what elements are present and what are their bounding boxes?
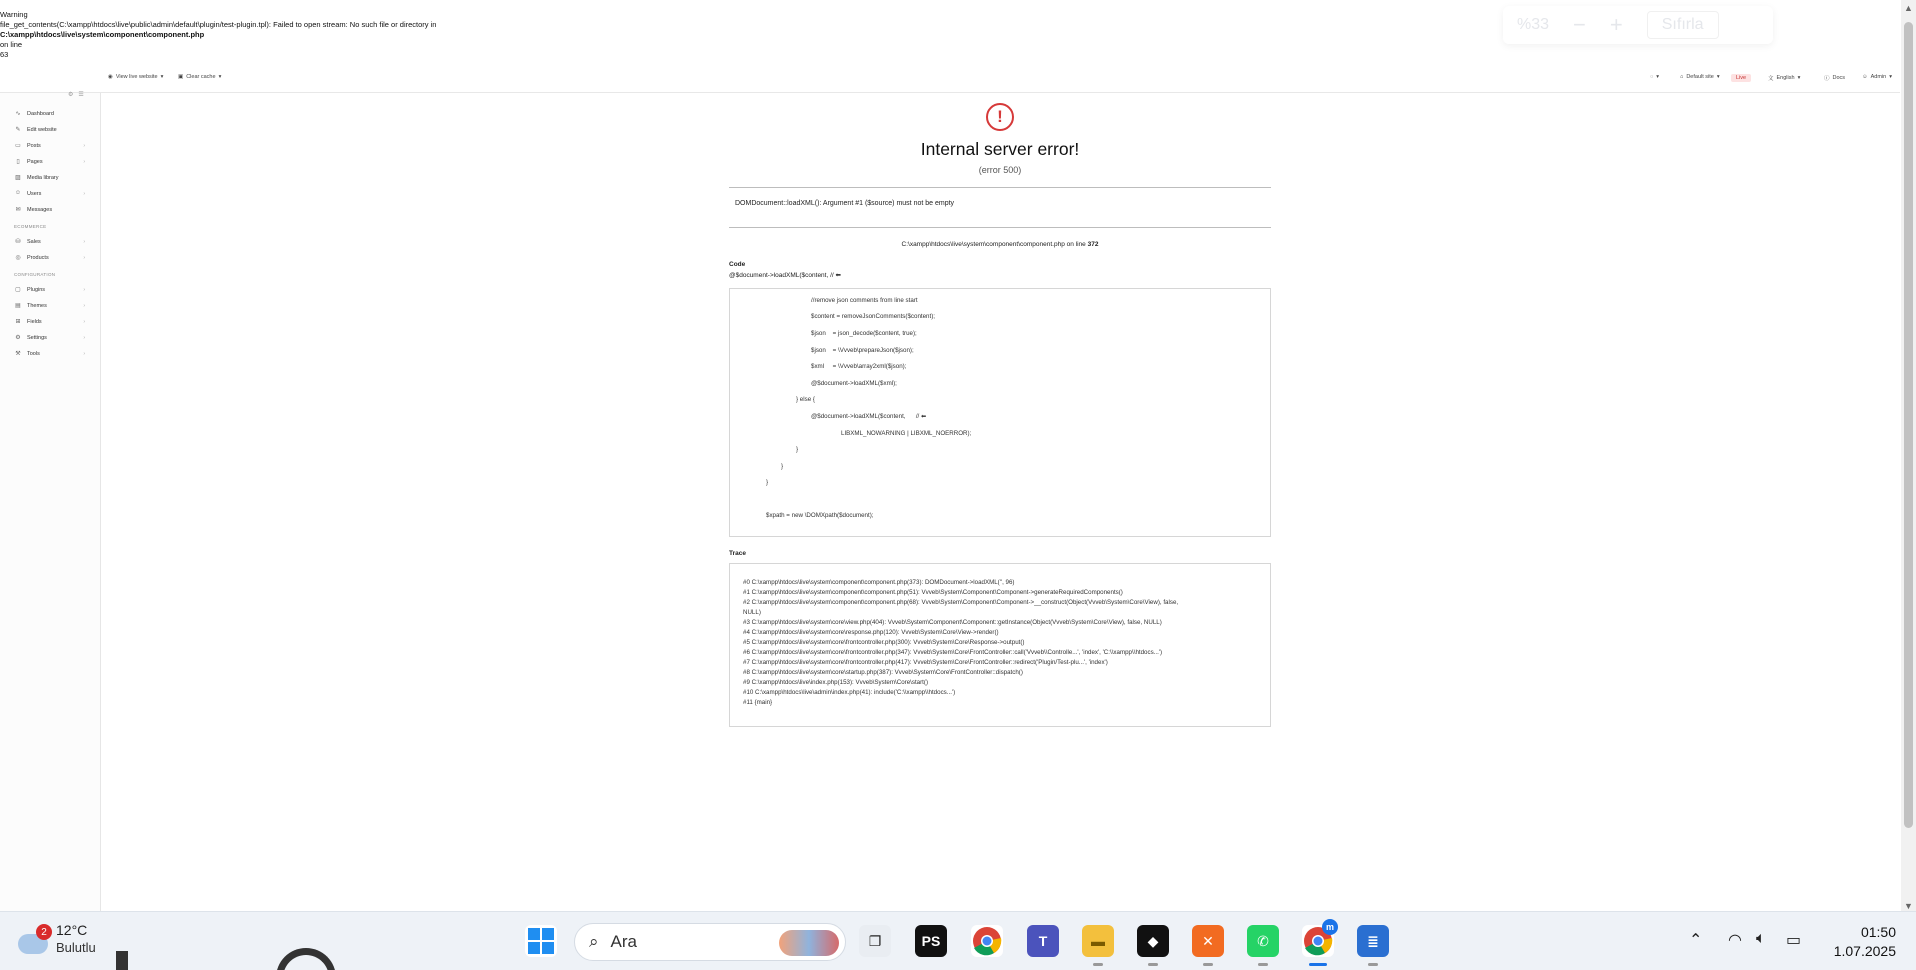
sidebar-item-label: Messages — [27, 207, 53, 213]
folder-icon: ▬ — [1091, 933, 1105, 949]
sales-icon: ⛁ — [15, 239, 21, 245]
code-snippet-line: //remove json comments from line start — [811, 297, 918, 304]
notepad-icon: ≣ — [1367, 932, 1379, 949]
phpstorm-icon: PS — [921, 933, 941, 949]
code-snippet-line: $xml = \Vvveb\array2xml($json); — [811, 363, 907, 370]
view-site-label: View live website — [115, 74, 158, 80]
task-view-icon: ❐ — [868, 932, 882, 949]
chevron-right-icon: › — [83, 191, 85, 197]
help-icon: ⓘ — [1824, 76, 1830, 82]
sidebar-controls — [68, 91, 89, 98]
messages-icon: ✉ — [15, 207, 21, 213]
chevron-down-icon: ▾ — [160, 74, 164, 80]
sidebar-item-sales[interactable] — [14, 238, 94, 246]
chevron-down-icon: ▾ — [1797, 75, 1801, 81]
chevron-down-icon: ▾ — [218, 74, 222, 80]
user-menu[interactable] — [1862, 74, 1892, 80]
pages-icon: ▯ — [16, 159, 20, 165]
search-placeholder: Ara — [610, 932, 637, 951]
trace-line: #11 {main} — [743, 699, 773, 706]
taskbar-app-terminal[interactable] — [1137, 925, 1169, 957]
chrome-icon — [972, 926, 1002, 956]
battery-icon[interactable]: ▭ — [1786, 932, 1802, 949]
trash-icon: ▣ — [178, 74, 184, 80]
app-icon: ◆ — [1147, 932, 1159, 949]
chevron-down-icon: ▾ — [1716, 74, 1720, 80]
warning-on-line: on line — [0, 40, 23, 49]
zoom-in-button[interactable]: + — [1609, 12, 1623, 37]
trace-line: #1 C:\xampp\htdocs\live\system\component\component.php(51): Vvveb\System\Component\Component->generateRequiredComponents() — [743, 589, 1123, 596]
error-panel — [729, 103, 1271, 727]
status-select[interactable] — [1731, 74, 1751, 82]
sidebar-item-label: Fields — [27, 319, 42, 325]
sidebar-item-label: Users — [27, 191, 42, 197]
sidebar-item-plugins[interactable] — [14, 286, 94, 294]
sidebar-item-edit-website[interactable] — [14, 126, 94, 134]
posts-icon: ▭ — [15, 143, 21, 149]
weather-widget[interactable] — [18, 922, 96, 955]
scrollbar-thumb[interactable] — [1904, 22, 1913, 828]
sidebar-item-label: Media library — [27, 175, 59, 181]
chevron-right-icon: › — [83, 239, 85, 245]
chevron-right-icon: › — [83, 159, 85, 165]
zoom-popup — [1503, 6, 1773, 44]
language-label: English — [1776, 75, 1795, 81]
error-code: (error 500) — [978, 165, 1022, 175]
menu-icon[interactable]: ☰ — [78, 92, 89, 98]
site-select[interactable] — [1680, 74, 1720, 80]
sidebar-item-label: Themes — [27, 303, 47, 309]
code-snippet — [729, 288, 1271, 537]
sidebar-item-fields[interactable] — [14, 318, 94, 326]
zoom-reset-button[interactable]: Sıfırla — [1647, 11, 1719, 39]
fields-icon: ⊞ — [15, 319, 21, 325]
show-hidden-icons-button[interactable] — [1689, 930, 1702, 950]
code-snippet-line: $json = \Vvveb\prepareJson($json); — [811, 347, 914, 354]
code-snippet-line: $json = json_decode($content, true); — [811, 330, 917, 337]
xampp-icon: ✕ — [1202, 932, 1214, 949]
chevron-right-icon: › — [83, 319, 85, 325]
task-view-button[interactable] — [859, 925, 891, 957]
code-snippet-line: } else { — [796, 396, 815, 403]
running-indicator — [1203, 963, 1213, 966]
chevron-right-icon: › — [83, 303, 85, 309]
admin-topbar — [0, 67, 1900, 93]
trace-line: #0 C:\xampp\htdocs\live\system\component\component.php(373): DOMDocument->loadXML('', 96) — [743, 579, 1015, 586]
notifications-button[interactable] — [1650, 74, 1659, 80]
edit-icon: ✎ — [15, 127, 21, 133]
clock-date: 1.07.2025 — [1833, 943, 1896, 959]
taskbar-app-chrome[interactable] — [971, 925, 1003, 957]
taskbar-app-xampp[interactable] — [1192, 925, 1224, 957]
error-file-path: C:\xampp\htdocs\live\system\component\component.php on line — [901, 241, 1086, 248]
view-live-website-button[interactable] — [108, 74, 163, 80]
taskbar-search[interactable] — [574, 923, 846, 961]
taskbar-app-phpstorm[interactable] — [915, 925, 947, 957]
chevron-right-icon: › — [83, 351, 85, 357]
sidebar-item-themes[interactable] — [14, 302, 94, 310]
sidebar-heading-configuration: CONFIGURATION — [14, 272, 56, 277]
trace-line: #2 C:\xampp\htdocs\live\system\component\component.php(68): Vvveb\System\Component\Component->__construct(Object(Vvveb\System\Core\View), false, — [743, 599, 1179, 606]
search-highlight-image — [779, 930, 839, 956]
scroll-up-icon[interactable]: ▲ — [1904, 3, 1913, 13]
volume-icon[interactable]: 🔈︎ — [1756, 930, 1766, 947]
language-select[interactable] — [1768, 74, 1800, 82]
running-indicator — [1148, 963, 1158, 966]
zoom-value: %33 — [1517, 16, 1550, 33]
tools-icon: ⚒ — [15, 351, 21, 357]
status-badge: Live — [1731, 74, 1751, 82]
error-message: DOMDocument::loadXML(): Argument #1 ($source) must not be empty — [735, 200, 955, 207]
windows-icon — [527, 927, 555, 955]
user-icon: ☺ — [1862, 74, 1868, 80]
code-snippet-line: $xpath = new \DOMXpath($document); — [766, 512, 874, 519]
sidebar-item-label: Edit website — [27, 127, 57, 133]
trace-line: #8 C:\xampp\htdocs\live\system\core\startup.php(387): Vvveb\System\Core\FrontController::dispatch() — [743, 669, 1023, 676]
running-indicator — [1093, 963, 1103, 966]
error-alert-icon: ! — [986, 103, 1014, 131]
stack-trace — [729, 563, 1271, 727]
system-clock[interactable] — [1826, 923, 1896, 961]
code-snippet-line: } — [781, 463, 784, 470]
sidebar-item-label: Tools — [27, 351, 40, 357]
wifi-icon[interactable]: ◠ — [1728, 932, 1742, 949]
site-icon: ⌂ — [1680, 74, 1684, 80]
sidebar-item-label: Sales — [27, 239, 41, 245]
cloud-icon — [18, 926, 48, 954]
trace-line: #6 C:\xampp\htdocs\live\system\core\frontcontroller.php(347): Vvveb\System\Core\FrontController::call('Vvveb\\Controlle...', 'index', 'C:\\xampp\\htdocs...') — [743, 649, 1163, 656]
sidebar-item-users[interactable] — [14, 190, 94, 198]
sidebar — [0, 93, 101, 911]
warning-line: 63 — [0, 50, 9, 59]
sidebar-item-pages[interactable] — [14, 158, 94, 166]
warning-message: file_get_contents(C:\xampp\htdocs\live\public\admin\default\plugin/test-plugin.tpl): Failed to open stream: No such file or directory in — [0, 20, 437, 29]
sidebar-item-products[interactable] — [14, 254, 94, 262]
products-icon: ◎ — [15, 255, 21, 261]
chevron-right-icon: › — [83, 287, 85, 293]
clear-cache-button[interactable] — [178, 74, 221, 80]
docs-label: Docs — [1832, 75, 1846, 81]
page-scrollbar[interactable] — [1901, 0, 1916, 911]
warning-title: Warning — [0, 10, 28, 19]
trace-line: #3 C:\xampp\htdocs\live\system\core\view.php(404): Vvveb\System\Component\Component::getInstance(Object(Vvveb\System\Core\View), false, NULL) — [743, 619, 1162, 626]
chevron-up-icon: ⌃ — [1689, 932, 1703, 949]
themes-icon: ▤ — [15, 303, 21, 309]
sidebar-heading-ecommerce: ECOMMERCE — [14, 224, 47, 229]
taskbar-app-teams[interactable] — [1027, 925, 1059, 957]
whatsapp-icon: ✆ — [1257, 932, 1269, 949]
clear-cache-label: Clear cache — [186, 74, 216, 80]
sidebar-item-label: Dashboard — [27, 111, 54, 117]
code-snippet-line: @$document->loadXML($xml); — [811, 380, 897, 387]
bell-icon: ◌ — [1650, 74, 1654, 80]
trace-line: #7 C:\xampp\htdocs\live\system\core\frontcontroller.php(417): Vvveb\System\Core\FrontController::redirect('Plugin/Test-plu...', 'index') — [743, 659, 1108, 666]
scroll-down-icon[interactable]: ▼ — [1904, 901, 1913, 911]
trace-label: Trace — [729, 550, 746, 557]
site-select-label: Default site — [1686, 74, 1714, 80]
php-warning — [0, 10, 436, 60]
weather-badge: 2 — [36, 924, 52, 940]
running-indicator — [1309, 963, 1327, 966]
sidebar-item-label: Posts — [27, 143, 41, 149]
temperature: 12°C — [56, 922, 88, 938]
user-label: Admin — [1870, 74, 1887, 80]
settings-icon: ⚙ — [15, 335, 21, 341]
trace-line: NULL) — [743, 609, 761, 616]
sidebar-item-label: Pages — [27, 159, 43, 165]
code-snippet-line: @$document->loadXML($content, // ⬅ — [811, 413, 927, 420]
sidebar-item-dashboard[interactable] — [14, 110, 94, 118]
code-snippet-line: LIBXML_NOWARNING | LIBXML_NOERROR); — [841, 430, 972, 437]
error-line: 372 — [1087, 241, 1099, 248]
warning-file: C:\xampp\htdocs\live\system\component\component.php — [0, 30, 205, 39]
settings-icon[interactable]: ⚙ — [68, 92, 79, 98]
error-title: Internal server error! — [920, 139, 1080, 159]
trace-line: #5 C:\xampp\htdocs\live\system\core\frontcontroller.php(300): Vvveb\System\Core\Response->output() — [743, 639, 1025, 646]
sidebar-item-label: Settings — [27, 335, 47, 341]
chevron-right-icon: › — [83, 335, 85, 341]
translate-icon: 文 — [1768, 76, 1774, 82]
profile-badge: m — [1322, 919, 1338, 935]
code-label: Code — [729, 261, 746, 268]
code-line: @$document->loadXML($content, // ⬅ — [729, 272, 841, 279]
sidebar-item-tools[interactable] — [14, 350, 94, 358]
teams-icon: T — [1038, 933, 1048, 949]
error-file — [729, 241, 1271, 248]
eye-icon: ◉ — [108, 74, 113, 80]
sidebar-item-messages[interactable] — [14, 206, 94, 214]
sidebar-item-media-library[interactable] — [14, 174, 94, 182]
sidebar-item-settings[interactable] — [14, 334, 94, 342]
chevron-right-icon: › — [83, 143, 85, 149]
clock-time: 01:50 — [1860, 924, 1896, 940]
running-indicator — [1368, 963, 1378, 966]
taskbar-app-file-explorer[interactable] — [1082, 925, 1114, 957]
users-icon: ☺ — [14, 190, 22, 196]
search-icon: ⌕ — [589, 932, 599, 951]
start-button[interactable] — [525, 925, 557, 957]
dashboard-icon: ∿ — [15, 111, 21, 117]
chevron-down-icon: ▾ — [1889, 74, 1892, 80]
code-snippet-line: } — [766, 479, 769, 486]
code-snippet-line: $content = removeJsonComments($content); — [811, 313, 935, 320]
trace-line: #4 C:\xampp\htdocs\live\system\core\response.php(120): Vvveb\System\Core\View->render() — [743, 629, 999, 636]
media-icon: ▨ — [15, 175, 21, 181]
divider — [729, 227, 1271, 228]
taskbar-app-whatsapp[interactable] — [1247, 925, 1279, 957]
trace-line: #9 C:\xampp\htdocs\live\index.php(153): Vvveb\System\Core\start() — [743, 679, 929, 686]
sidebar-item-posts[interactable] — [14, 142, 94, 150]
docs-link[interactable] — [1824, 74, 1845, 82]
wallpaper-fragment — [116, 951, 128, 970]
zoom-out-button[interactable]: − — [1573, 12, 1586, 37]
chevron-down-icon: ▾ — [1656, 74, 1660, 80]
trace-line: #10 C:\xampp\htdocs\live\admin\index.php(41): include('C:\\xampp\\htdocs...') — [743, 689, 956, 696]
code-snippet-line: } — [796, 446, 799, 453]
taskbar-app-notepad[interactable] — [1357, 925, 1389, 957]
taskbar-app-chrome-profile[interactable] — [1302, 922, 1334, 957]
plugins-icon: ▢ — [15, 287, 21, 293]
sidebar-item-label: Products — [27, 255, 49, 261]
chevron-right-icon: › — [83, 255, 85, 261]
sidebar-item-label: Plugins — [27, 287, 46, 293]
weather-condition: Bulutlu — [56, 940, 96, 955]
running-indicator — [1258, 963, 1268, 966]
